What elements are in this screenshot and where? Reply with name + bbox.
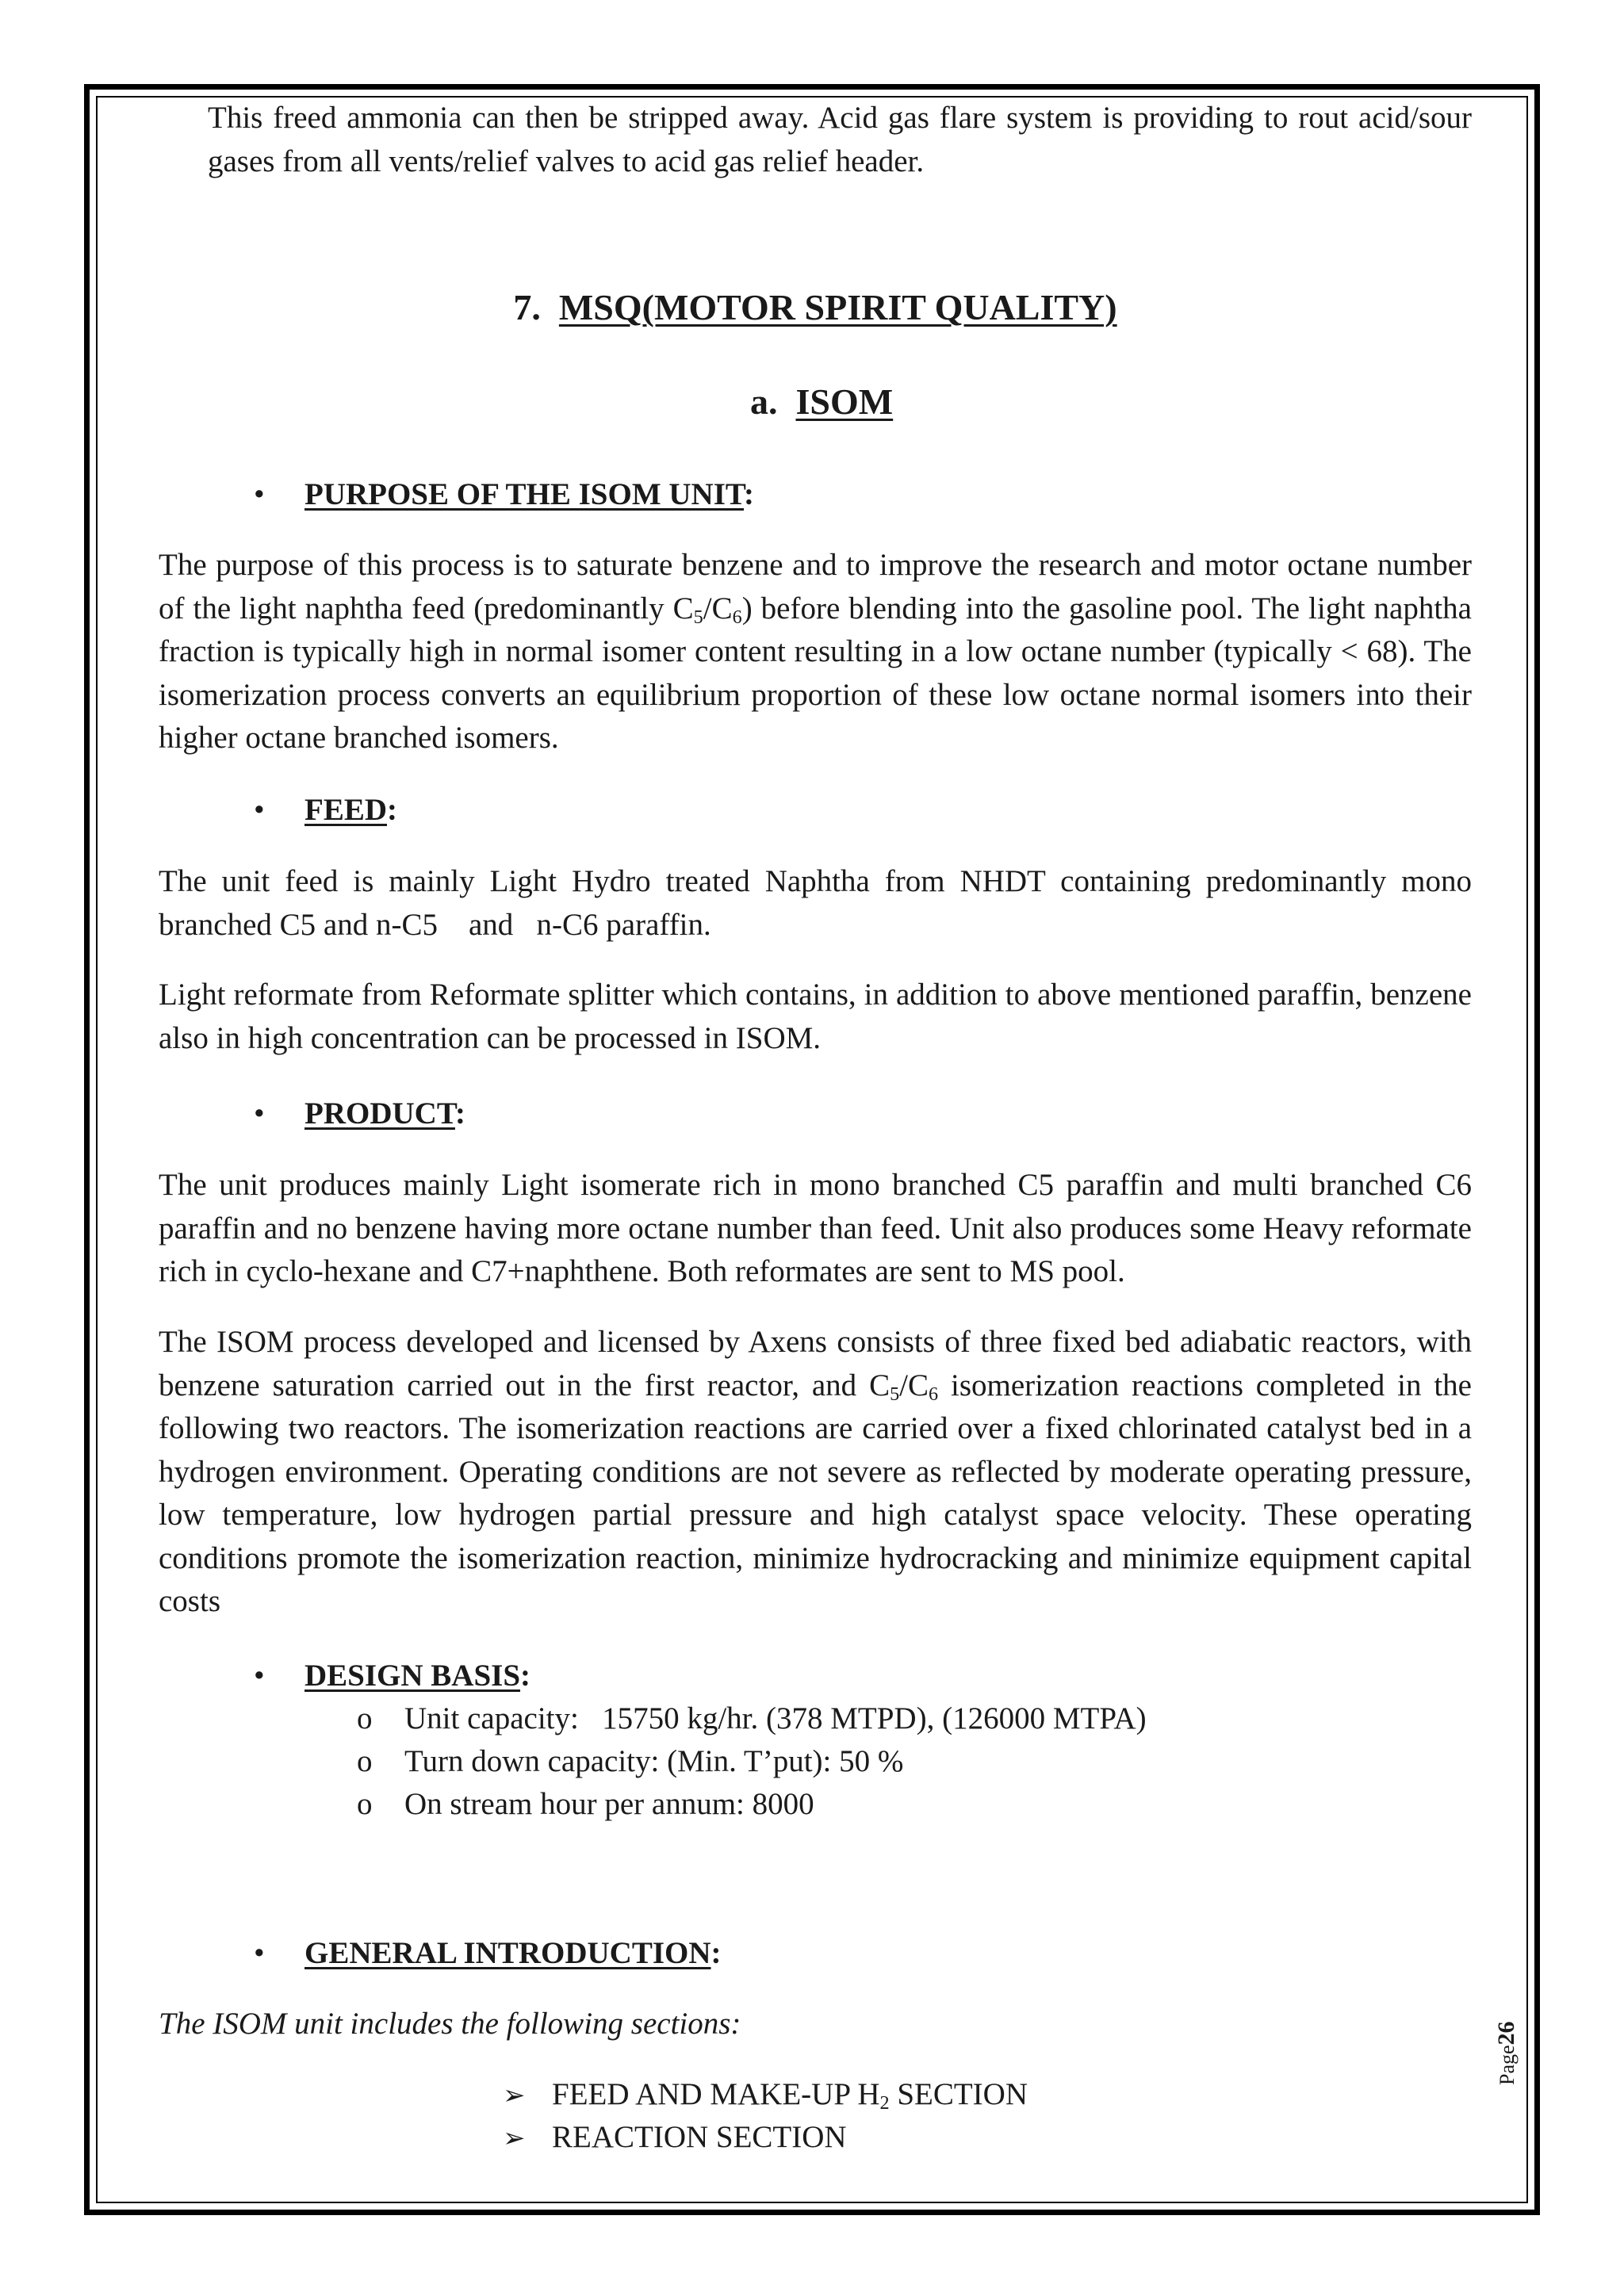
arrow-bullet-icon: ➢	[503, 2122, 526, 2154]
section-item-sub: 2	[879, 2092, 890, 2114]
subsection-title: ISOM	[795, 381, 894, 422]
subsection-heading	[750, 378, 893, 426]
heading-colon: :	[710, 1936, 722, 1970]
product-paragraph-2	[159, 1321, 1472, 1624]
section-list-item	[503, 2073, 1028, 2117]
purpose-sub-2: 6	[732, 606, 742, 628]
design-item-text: Unit capacity: 15750 kg/hr. (378 MTPD), (126000 MTPA)	[404, 1701, 1147, 1735]
purpose-text-c: ) before blending into the gasoline pool. The light naphtha fraction is typically high in normal isomer content resulting in a low octane number (typically < 68). The isomerization process converts an equilibrium proportion of these low octane normal isomers into their higher octane branched isomers.	[159, 591, 1472, 755]
section-heading	[159, 284, 1472, 331]
feed-heading-label: FEED	[304, 793, 388, 827]
purpose-paragraph	[159, 544, 1472, 760]
design-item-text: On stream hour per annum: 8000	[404, 1787, 814, 1821]
design-heading	[254, 1655, 530, 1697]
page-number-value: 26	[1493, 2021, 1519, 2045]
circle-bullet-icon: o	[357, 1787, 373, 1821]
bullet-marker: •	[254, 477, 265, 511]
bullet-marker: •	[254, 1936, 265, 1970]
circle-bullet-icon: o	[357, 1744, 373, 1778]
product-paragraph-1: The unit produces mainly Light isomerate rich in mono branched C5 paraffin and multi branched C6 paraffin and no benzene having more octane number than feed. Unit also produces some Heavy reformate rich in cyclo-hexane and C7+naphthene. Both reformates are sent to MS pool.	[159, 1168, 1472, 1288]
feed-heading	[254, 789, 397, 832]
product-sub-1: 5	[890, 1383, 900, 1405]
product-text-a: The ISOM process developed and licensed by Axens consists of three fixed bed adiabatic reactors, with benzene saturation carried out in the first reactor, and C	[159, 1325, 1472, 1402]
intro-paragraph: This freed ammonia can then be stripped away. Acid gas flare system is providing to rout acid/sour gases from all vents/relief valves to acid gas relief header.	[208, 101, 1472, 178]
subsection-letter: a.	[750, 381, 778, 422]
purpose-sub-1: 5	[693, 606, 703, 628]
design-item	[357, 1697, 1147, 1740]
bullet-marker: •	[254, 1096, 265, 1131]
design-item-text: Turn down capacity: (Min. T’put): 50 %	[404, 1744, 904, 1778]
purpose-heading	[254, 473, 754, 516]
bullet-marker: •	[254, 1659, 265, 1693]
general-heading	[254, 1932, 722, 1975]
heading-colon: :	[454, 1096, 465, 1131]
design-item	[357, 1783, 814, 1826]
feed-paragraph-1: The unit feed is mainly Light Hydro treated Naphtha from NHDT containing predominantly mono branched C5 and n-C5 and n-C6 paraffin.	[159, 864, 1480, 942]
circle-bullet-icon: o	[357, 1701, 373, 1735]
general-intro: The ISOM unit includes the following sections:	[159, 2007, 741, 2041]
section-number: 7.	[513, 287, 541, 327]
product-sub-2: 6	[929, 1383, 939, 1405]
purpose-text-b: /C	[703, 591, 733, 626]
purpose-text-a: The purpose of this process is to saturate benzene and to improve the research and motor octane number of the light naphtha feed (predominantly C	[159, 548, 1472, 626]
section-item-text-b: SECTION	[889, 2077, 1028, 2111]
general-heading-label: GENERAL INTRODUCTION	[304, 1936, 711, 1970]
bullet-marker: •	[254, 793, 265, 827]
section-title: MSQ(MOTOR SPIRIT QUALITY)	[558, 287, 1117, 327]
section-item-text: REACTION SECTION	[552, 2120, 847, 2154]
page-number	[1493, 2021, 1520, 2085]
design-heading-label: DESIGN BASIS	[304, 1659, 521, 1693]
heading-colon: :	[520, 1659, 531, 1693]
section-item-text: FEED AND MAKE-UP H	[552, 2077, 880, 2111]
purpose-heading-label: PURPOSE OF THE ISOM UNIT	[304, 477, 745, 511]
design-item	[357, 1740, 903, 1783]
heading-colon: :	[744, 477, 755, 511]
page-label: Page	[1496, 2045, 1519, 2085]
feed-paragraph-2: Light reformate from Reformate splitter which contains, in addition to above mentioned paraffin, benzene also in high concentration can be processed in ISOM.	[159, 978, 1472, 1055]
heading-colon: :	[387, 793, 398, 827]
section-list-item	[503, 2116, 847, 2160]
product-heading	[254, 1093, 465, 1135]
product-text-c: isomerization reactions completed in the following two reactors. The isomerization reactions are carried over a fixed chlorinated catalyst bed in a hydrogen environment. Operating conditions are not severe as reflected by moderate operating pressure, low temperature, low hydrogen partial pressure and high catalyst space velocity. These operating conditions promote the isomerization reaction, minimize hydrocracking and minimize equipment capital costs	[159, 1368, 1472, 1618]
arrow-bullet-icon: ➢	[503, 2080, 526, 2111]
product-text-b: /C	[899, 1368, 929, 1402]
product-heading-label: PRODUCT	[304, 1096, 455, 1131]
